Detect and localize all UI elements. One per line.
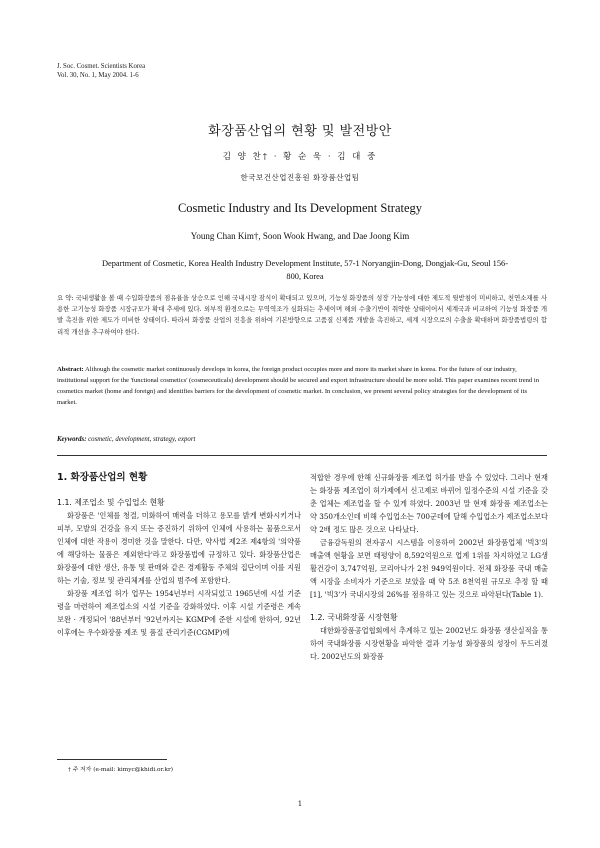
title-english: Cosmetic Industry and Its Development Strategy xyxy=(177,201,423,215)
abstract-english-text: Although the cosmetic market continuously develops in korea, the foreign product occupies more and more its market share in korea. For the future of our industry, institutional support for the 'functional cosmetics' (cosmeceuticals) development should be secured and export infrastructure should be more solid. This paper examines recent trend in cosmetics market (home and foreign) and identifies barriers for the development of cosmetic market. In conclusion, we present several policy strategies for the development of its market. xyxy=(57,366,539,407)
paragraph-2: 화장품 제조업 허가 업무는 1954년부터 시작되었고 1965년에 시설 기준령을 마련하여 제조업소의 시설 기준을 강화하였다. 이후 시설 기준령은 계속 보완 · 개정되어 '88년부터 '92년까지는 KGMP에 준한 시설에 한하여, 92년 이후에는 우수화장품 제조 및 품질 관리기준(CGMP)에 xyxy=(57,589,301,637)
paragraph-4: 금융감독원의 전자공시 시스템을 이용하여 2002년 화장품업체 '빅3'의 매출액 현황을 보면 태평양이 8,592억원으로 업계 1위를 차지하였고 LG생활건강이 3,747억원, 코리아나가 2천 949억원이다. 전체 화장품 국내 매출액 시장을 소비자가 기준으로 보았을 때 약 5조 8천억원 규모로 추정 할 때[1], '빅3'가 국내시장의 26%를 점유하고 있는 것으로 파악된다(Table 1). xyxy=(310,538,548,599)
affiliation-english: Department of Cosmetic, Korea Health Industry Development Institute, 57-1 Noryangjin-Dong, Dongjak-Gu, Seoul 156-800, Korea xyxy=(101,259,509,281)
paragraph-1: 화장품은 '인체를 청결, 미화하여 매력을 더하고 용모를 밝게 변화시키거나 피부, 모발의 건강을 유지 또는 증진하기 위하여 인체에 사용하는 물품으로서 인체에 대한 작용이 경미한 것을 말한다. 다만, 약사법 제2조 제4항의 '의약품에 해당하는 물품은 제외한다'라고 화장품법에 규정하고 있다. 화장품산업은 화장품에 대한 생산, 유통 및 판매와 같은 경제활동 주체의 집단이며 이를 지원하는 기술, 정보 및 관리체계를 산업의 범주에 포함한다. xyxy=(57,511,301,585)
journal-info xyxy=(57,62,145,80)
right-column xyxy=(310,471,548,663)
authors-english: Young Chan Kim†, Soon Wook Hwang, and Dae Joong Kim xyxy=(190,231,410,241)
abstract-korean-text: 국내생활을 볼 때 수입화장품의 점유율을 상승으로 인해 국내시장 잠식이 확대되고 있으며, 기능성 화장품의 성장 가능성에 대한 제도적 뒷받침이 미비하고, 천연소재를 사용한 고기능성 화장품 시장규모가 확대 추세에 있다. 외부적 환경으로는 무역역조가 심화되는 추세이며 해외 수출기반이 취약한 상태이어서 세계국과 비교하여 기능성 화장품 개발 촉진을 위한 제도가 미비한 상태이다. 따라서 화장품 산업의 진흥을 위하여 기본방향으로 고품질 신제품 개발을 촉진하고, 세계 시장으로의 수출을 확대하며 화장품법령의 합리적 개선을 추구하여야 한다. xyxy=(57,294,548,336)
authors-korean: 김 양 찬† · 황 순 욱 · 김 대 중 xyxy=(222,152,378,162)
section-heading: 1. 화장품산업의 현황 xyxy=(57,472,148,483)
keywords-text: cosmetic, development, strategy, export xyxy=(86,436,196,443)
footnote: † 주 저자 (e-mail: kimyc@khidi.or.kr) xyxy=(68,767,174,773)
affiliation-korean: 한국보건산업진흥원 화장품산업팀 xyxy=(240,173,360,182)
paragraph-5: 대한화장품공업협회에서 추계하고 있는 2002년도 화장품 생산실적을 통하여 국내화장품 시장현황을 파악한 결과 기능성 화장품의 성장이 두드러졌다. 2002년도의 화장품 xyxy=(310,626,548,661)
abstract-english-label: Abstract: xyxy=(57,366,84,373)
subsection-heading-1-2: 1.2. 국내화장품 시장현황 xyxy=(310,613,398,622)
page-number: 1 xyxy=(297,800,303,808)
paragraph-3: 적합한 경우에 한해 신규화장품 제조업 허가를 받을 수 있었다. 그러나 현재는 화장품 제조업이 허가제에서 신고제로 바뀌어 일정수준의 시설 기준을 갖춘 업체는 제조업을 할 수 있게 하였다. 2003년 말 현재 화장품 제조업소는 약 350개소인데 비해 수입업소는 700군데에 달해 수입업소가 제조업소보다 약 2배 정도 많은 것으로 나타났다. xyxy=(310,473,548,534)
abstract-korean xyxy=(57,293,547,338)
keywords-label: Keywords: xyxy=(57,436,87,443)
subsection-heading-1-1: 1.1. 제조업소 및 수입업소 현황 xyxy=(57,498,165,507)
left-column xyxy=(57,471,301,639)
title-korean: 화장품산업의 현황 및 발전방안 xyxy=(208,124,392,139)
abstract-english xyxy=(57,364,547,408)
abstract-korean-label: 요 약: xyxy=(57,294,74,302)
section-divider xyxy=(57,455,547,456)
footnote-rule xyxy=(57,759,167,760)
journal-volume: Vol. 30, No. 1, May 2004. 1-6 xyxy=(57,72,139,79)
journal-name: J. Soc. Cosmet. Scientists Korea xyxy=(57,63,146,70)
keywords xyxy=(57,436,195,443)
